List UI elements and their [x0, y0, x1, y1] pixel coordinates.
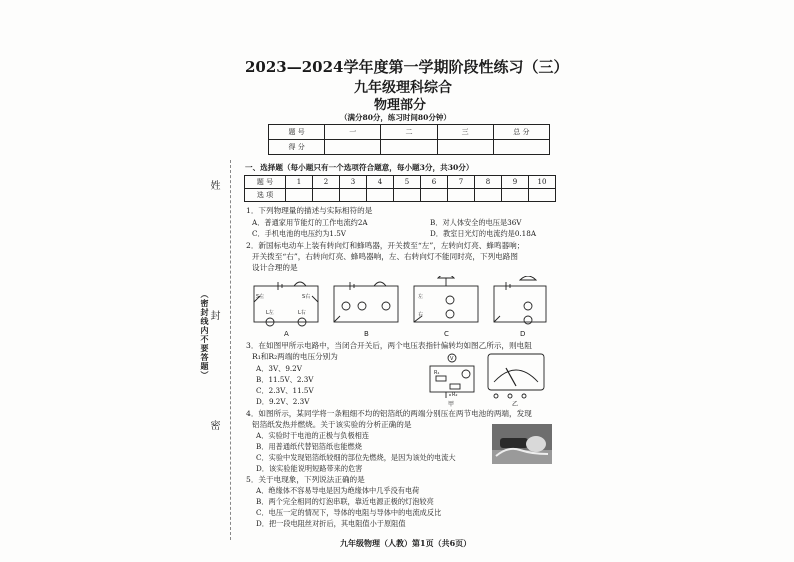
question-1-option-a: A．普通家用节能灯的工作电流约2A	[252, 218, 368, 227]
question-3-option-a: A．3V、9.2V	[256, 364, 302, 373]
score-cell	[381, 140, 437, 155]
answer-number: 4	[367, 176, 394, 189]
answer-box-1[interactable]	[286, 189, 313, 202]
score-cell: 题 号	[269, 125, 325, 140]
exam-note: （满分80分，练习时间80分钟）	[340, 113, 451, 122]
answer-number: 1	[286, 176, 313, 189]
question-4-option-a: A．实验时干电池的正极与负极相连	[256, 431, 370, 440]
circuit-d	[494, 276, 546, 324]
question-5-option-a: A．绝缘体不容易导电是因为绝缘体中几乎没有电荷	[256, 486, 420, 495]
exam-subtitle: 九年级理科综合	[354, 80, 452, 96]
score-cell: 三	[437, 125, 493, 140]
answer-box-7[interactable]	[448, 189, 475, 202]
question-4-stem-1: 4．如图所示，某同学将一条粗细不均的铝箔纸的两端分别压在两节电池的两端，发现	[246, 409, 532, 418]
answer-number: 9	[502, 176, 529, 189]
answer-box-2[interactable]	[313, 189, 340, 202]
circuit-label: L右	[298, 310, 306, 316]
score-cell: 一	[325, 125, 381, 140]
score-cell	[437, 140, 493, 155]
answer-row-label: 题 号	[245, 176, 286, 189]
seal-line	[230, 160, 231, 540]
question-4-option-c: C．实验中发现铝箔纸较细的部位先燃烧，是因为该处的电流大	[256, 453, 456, 462]
page-footer: 九年级物理（人教）第1页（共6页）	[340, 538, 472, 548]
question-3-option-b: B．11.5V、2.3V	[256, 375, 314, 384]
answer-box-4[interactable]	[367, 189, 394, 202]
question-3-figures	[426, 352, 548, 408]
question-3-stem-1: 3．在如图甲所示电路中，当闭合开关后，两个电压表指针偏转均如图乙所示，则电阻	[246, 341, 532, 350]
section-title: 物理部分	[374, 98, 427, 113]
circuit-c	[414, 276, 478, 322]
figure-yi-voltmeter	[488, 354, 544, 398]
answer-table	[244, 175, 556, 202]
question-2-stem-2: 开关拨至“右”，右转向灯亮、蜂鸣器响，左、右转向灯不能同时亮，下列电路图	[252, 252, 518, 261]
circuit-letter-c: C	[444, 330, 449, 338]
question-4-stem-2: 铝箔纸发热并燃烧。关于该实验的分析正确的是	[252, 420, 412, 429]
circuit-b	[334, 282, 398, 322]
score-cell: 二	[381, 125, 437, 140]
circuit-label: L左	[266, 310, 274, 316]
circuit-letter-d: D	[520, 330, 526, 338]
question-2-stem-1: 2．新国标电动车上装有转向灯和蜂鸣器，开关拨至“左”，左转向灯亮、蜂鸣器响；	[246, 241, 525, 250]
score-cell: 总 分	[493, 125, 549, 140]
answer-number: 10	[529, 176, 556, 189]
answer-box-8[interactable]	[475, 189, 502, 202]
answer-box-9[interactable]	[502, 189, 529, 202]
margin-label-secret: 密	[208, 420, 219, 431]
margin-label-seal: 封	[208, 310, 219, 321]
question-1-stem: 1．下列物理量的描述与实际相符的是	[246, 206, 373, 215]
circuit-label: S左	[256, 294, 265, 300]
question-5-option-c: C．电压一定的情况下，导体的电阻与导体中的电流成反比	[256, 508, 442, 517]
margin-notice: （密封线内不要答题）	[200, 290, 210, 380]
circuit-label: 右	[418, 312, 424, 318]
question-1-option-c: C．手机电池的电压约为1.5V	[252, 229, 346, 238]
question-3-option-c: C．2.3V、11.5V	[256, 386, 314, 395]
answer-box-10[interactable]	[529, 189, 556, 202]
question-5-option-b: B．两个完全相同的灯泡串联，靠近电源正极的灯泡较亮	[256, 497, 434, 506]
question-2-circuits	[250, 276, 550, 340]
answer-number: 6	[421, 176, 448, 189]
question-3-stem-2: R₁和R₂两端的电压分别为	[252, 352, 338, 361]
section1-heading: 一、选择题（每小题只有一个选项符合题意，每小题3分，共30分）	[245, 163, 474, 172]
option-row-label: 选 项	[245, 189, 286, 202]
margin-label-name: 姓	[208, 180, 219, 191]
answer-number: 8	[475, 176, 502, 189]
score-cell: 得 分	[269, 140, 325, 155]
question-5-stem: 5．关于电现象，下列说法正确的是	[246, 475, 365, 484]
score-cell	[325, 140, 381, 155]
figure-caption-yi: 乙	[512, 401, 519, 408]
answer-number: 7	[448, 176, 475, 189]
answer-box-6[interactable]	[421, 189, 448, 202]
score-table	[268, 124, 550, 155]
figure-caption-jia: 甲	[448, 401, 455, 408]
question-5-option-d: D．把一段电阻丝对折后，其电阻值小于原阻值	[256, 519, 406, 528]
figure-label: R₂	[452, 392, 458, 398]
question-1-option-b: B．对人体安全的电压是36V	[430, 218, 522, 227]
circuit-label: 左	[418, 294, 424, 300]
answer-number: 3	[340, 176, 367, 189]
question-1-option-d: D．教室日光灯的电流约是0.18A	[430, 229, 537, 238]
figure-label: V	[450, 356, 454, 362]
question-3-option-d: D．9.2V、2.3V	[256, 397, 310, 406]
circuit-label: S右	[302, 294, 311, 300]
question-4-photo	[492, 424, 552, 464]
circuit-letter-b: B	[364, 330, 369, 338]
circuit-a	[254, 282, 318, 326]
exam-title: 2023—2024学年度第一学期阶段性练习（三）	[245, 58, 569, 76]
question-4-option-b: B．用普通纸代替铝箔纸也能燃烧	[256, 442, 362, 451]
answer-box-3[interactable]	[340, 189, 367, 202]
answer-box-5[interactable]	[394, 189, 421, 202]
circuit-letter-a: A	[284, 330, 289, 338]
question-2-stem-3: 设计合理的是	[252, 263, 298, 272]
answer-number: 2	[313, 176, 340, 189]
question-4-option-d: D．该实验能说明短路带来的危害	[256, 464, 363, 473]
score-cell	[493, 140, 549, 155]
answer-number: 5	[394, 176, 421, 189]
figure-label: R₁	[434, 370, 440, 376]
